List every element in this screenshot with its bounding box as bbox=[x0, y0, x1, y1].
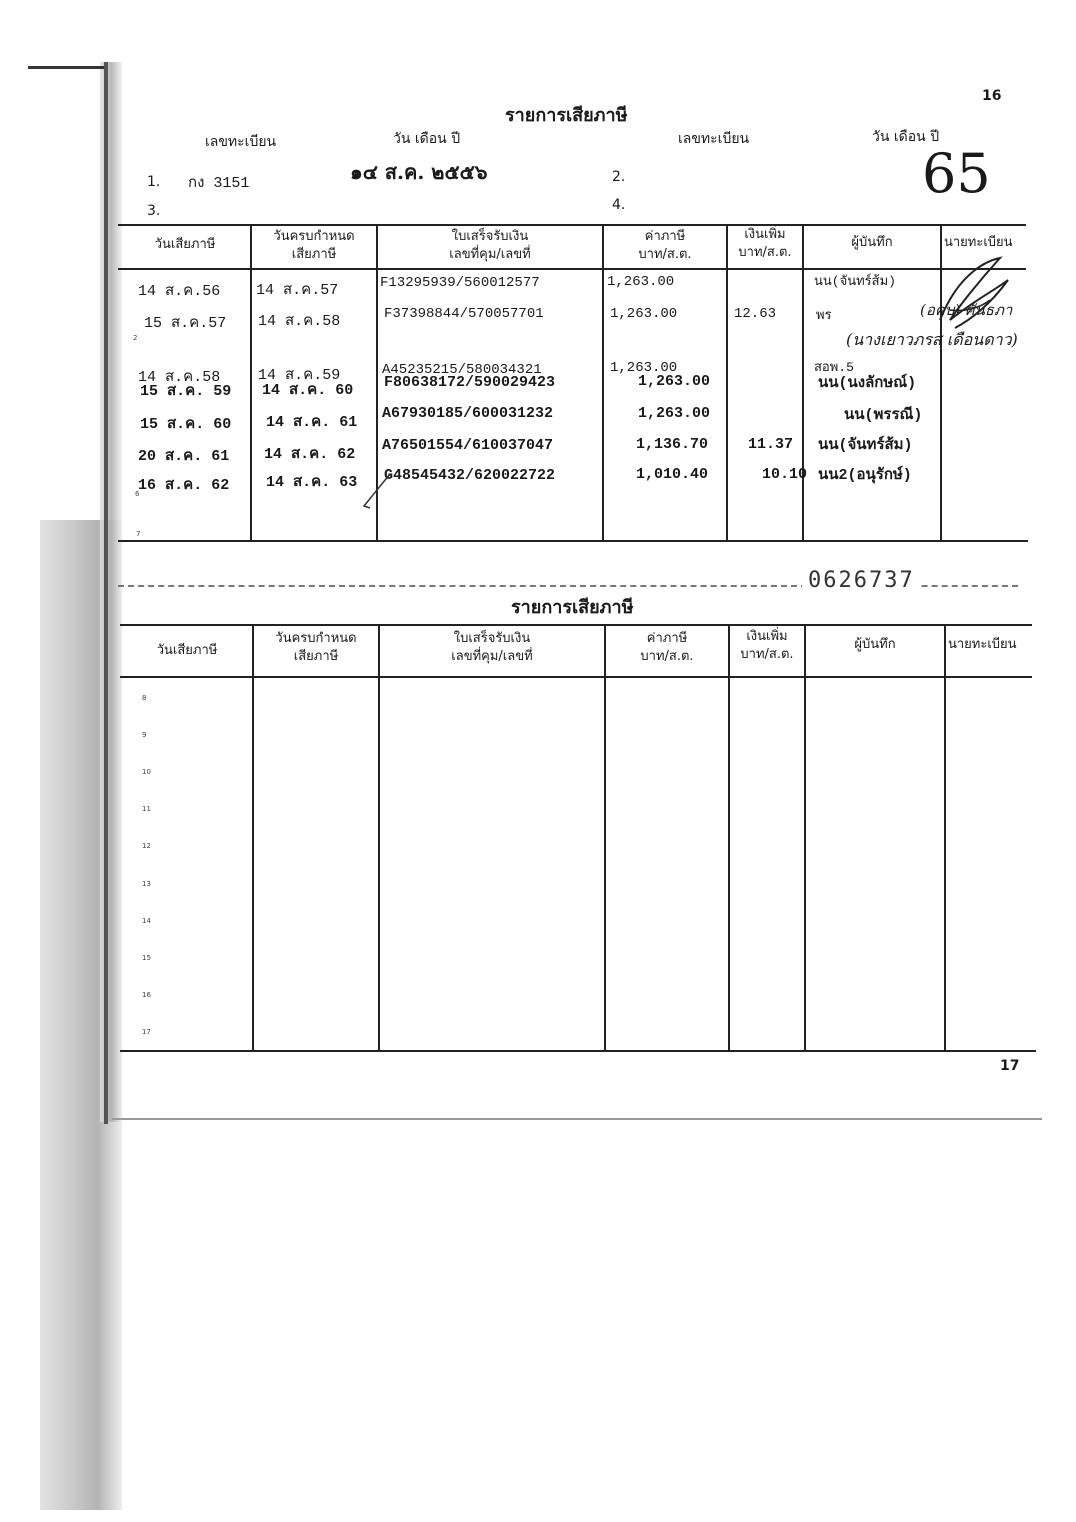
cell-due-date: 14 ส.ค. 63 bbox=[266, 474, 358, 491]
header-recorder-2: ผู้บันทึก bbox=[854, 637, 896, 652]
cell-recorder: พร bbox=[816, 308, 832, 323]
cell-receipt: A76501554/610037047 bbox=[382, 437, 554, 454]
cell-tax-date: 14 ส.ค.56 bbox=[138, 283, 221, 300]
cell-tax: 1,263.00 bbox=[638, 373, 711, 390]
header-tax-l2: บาท/ส.ต. bbox=[638, 247, 692, 262]
header-surcharge-l1: เงินเพิ่ม bbox=[744, 227, 786, 242]
cell-tax: 1,263.00 bbox=[638, 405, 711, 422]
cell-due-date: 14 ส.ค. 61 bbox=[266, 414, 358, 431]
cell-surcharge: 10.10 bbox=[762, 466, 808, 483]
section2-title: รายการเสียภาษี bbox=[511, 597, 634, 618]
cell-tax: 1,263.00 bbox=[610, 306, 678, 322]
entry3-index: 3. bbox=[147, 203, 161, 219]
cell-receipt: A45235215/580034321 bbox=[382, 362, 542, 378]
cell-receipt: G48545432/620022722 bbox=[384, 467, 556, 484]
reg-label-left: เลขทะเบียน bbox=[205, 134, 277, 150]
header-receipt-l1: ใบเสร็จรับเงิน bbox=[451, 229, 529, 244]
row-number: 17 bbox=[142, 1028, 151, 1036]
cell-due-date: 14 ส.ค.58 bbox=[258, 313, 341, 330]
row-number: 9 bbox=[142, 731, 147, 739]
pen-stroke-icon bbox=[356, 470, 396, 512]
cell-tax-date: 15 ส.ค.57 bbox=[144, 315, 227, 332]
row-number: 15 bbox=[142, 954, 151, 962]
entry1-date: ๑๔ ส.ค. ๒๕๕๖ bbox=[350, 160, 488, 184]
page-number-bottom: 17 bbox=[1000, 1058, 1020, 1074]
cell-tax-date: 16 ส.ค. 62 bbox=[138, 477, 230, 494]
cell-recorder: นน(จันทร์ส้ม) bbox=[818, 437, 913, 454]
row-number: 12 bbox=[142, 842, 151, 850]
cell-receipt: A67930185/600031232 bbox=[382, 405, 554, 422]
header-surcharge-l2-2: บาท/ส.ต. bbox=[740, 647, 794, 662]
row-number: 8 bbox=[142, 694, 147, 702]
cell-surcharge: 12.63 bbox=[734, 306, 777, 322]
page-number-top: 16 bbox=[982, 88, 1002, 104]
cell-tax-date: 20 ส.ค. 61 bbox=[138, 448, 230, 465]
header-receipt-l2-2: เลขที่คุม/เลขที่ bbox=[451, 649, 533, 664]
entry4-index: 4. bbox=[612, 197, 626, 213]
cell-recorder: นน(พรรณี) bbox=[844, 407, 923, 424]
header-tax-date: วันเสียภาษี bbox=[154, 237, 216, 252]
entry1-registration: กง 3151 bbox=[188, 175, 250, 192]
header-registrar-2: นายทะเบียน bbox=[948, 637, 1017, 652]
cell-tax-date: 14 ส.ค.58 bbox=[138, 369, 221, 386]
cell-due-date: 14 ส.ค. 62 bbox=[264, 446, 356, 463]
row-number: 13 bbox=[142, 880, 151, 888]
registrar-note-2: (นางเยาวภรส เดือนดาว) bbox=[846, 330, 1018, 349]
entry1-index: 1. bbox=[147, 174, 161, 190]
date-label-right: วัน เดือน ปี bbox=[872, 129, 940, 145]
header-surcharge-l1-2: เงินเพิ่ม bbox=[746, 629, 788, 644]
cell-due-date: 14 ส.ค. 60 bbox=[262, 382, 354, 399]
corner-handwritten-number: 65 bbox=[922, 142, 991, 205]
document-stamp-number: 0626737 bbox=[802, 568, 921, 593]
page-edge-line bbox=[104, 62, 108, 1124]
date-label-left: วัน เดือน ปี bbox=[393, 131, 461, 147]
cell-tax-date: 15 ส.ค. 59 bbox=[140, 383, 232, 400]
cell-recorder: นน(นงลักษณ์) bbox=[818, 375, 917, 392]
cell-receipt: F13295939/560012577 bbox=[380, 275, 540, 291]
cell-tax: 1,136.70 bbox=[636, 436, 709, 453]
page-bottom-edge bbox=[112, 1118, 1042, 1120]
row-number: 14 bbox=[142, 917, 151, 925]
header-tax-l1-2: ค่าภาษี bbox=[646, 631, 688, 646]
cell-due-date: 14 ส.ค.59 bbox=[258, 367, 341, 384]
header-tax-date-2: วันเสียภาษี bbox=[156, 643, 218, 658]
row-number: 10 bbox=[142, 768, 151, 776]
header-due-date-l2: เสียภาษี bbox=[291, 247, 337, 262]
header-surcharge-l2: บาท/ส.ต. bbox=[738, 245, 792, 260]
header-due-date-l1-2: วันครบกำหนด bbox=[275, 631, 357, 646]
header-tax-l1: ค่าภาษี bbox=[644, 229, 686, 244]
binding-rule bbox=[28, 66, 106, 69]
cell-tax: 1,263.00 bbox=[610, 360, 678, 376]
cell-recorder: สอพ.5 bbox=[814, 360, 854, 375]
row-number: 11 bbox=[142, 805, 151, 813]
header-due-date-l2-2: เสียภาษี bbox=[293, 649, 339, 664]
cell-tax-date: 15 ส.ค. 60 bbox=[140, 416, 232, 433]
reg-label-right: เลขทะเบียน bbox=[678, 131, 750, 147]
cell-tax: 1,263.00 bbox=[607, 274, 675, 290]
row-number: 7 bbox=[136, 530, 141, 538]
cell-recorder: นน(จันทร์ส้ม) bbox=[814, 274, 896, 289]
entry2-index: 2. bbox=[612, 169, 626, 185]
header-registrar: นายทะเบียน bbox=[944, 235, 1013, 250]
header-receipt-l2: เลขที่คุม/เลขที่ bbox=[449, 247, 531, 262]
row-number: 6 bbox=[135, 490, 140, 498]
cell-recorder: นน2(อนุรักษ์) bbox=[818, 467, 912, 484]
cell-surcharge: 11.37 bbox=[748, 436, 794, 453]
row-number: 16 bbox=[142, 991, 151, 999]
signature-scribble-icon bbox=[920, 250, 1020, 340]
header-tax-l2-2: บาท/ส.ต. bbox=[640, 649, 694, 664]
header-receipt-l1-2: ใบเสร็จรับเงิน bbox=[453, 631, 531, 646]
header-recorder: ผู้บันทึก bbox=[851, 235, 893, 250]
cell-receipt: F37398844/570057701 bbox=[384, 306, 544, 322]
cell-tax: 1,010.40 bbox=[636, 466, 709, 483]
cell-receipt: F80638172/590029423 bbox=[384, 374, 556, 391]
cell-due-date: 14 ส.ค.57 bbox=[256, 282, 339, 299]
registrar-note-1: (อคบ) ศันธภา bbox=[920, 301, 1013, 319]
row-number: 2 bbox=[133, 334, 138, 342]
header-due-date-l1: วันครบกำหนด bbox=[273, 229, 355, 244]
section1-title: รายการเสียภาษี bbox=[505, 105, 628, 126]
